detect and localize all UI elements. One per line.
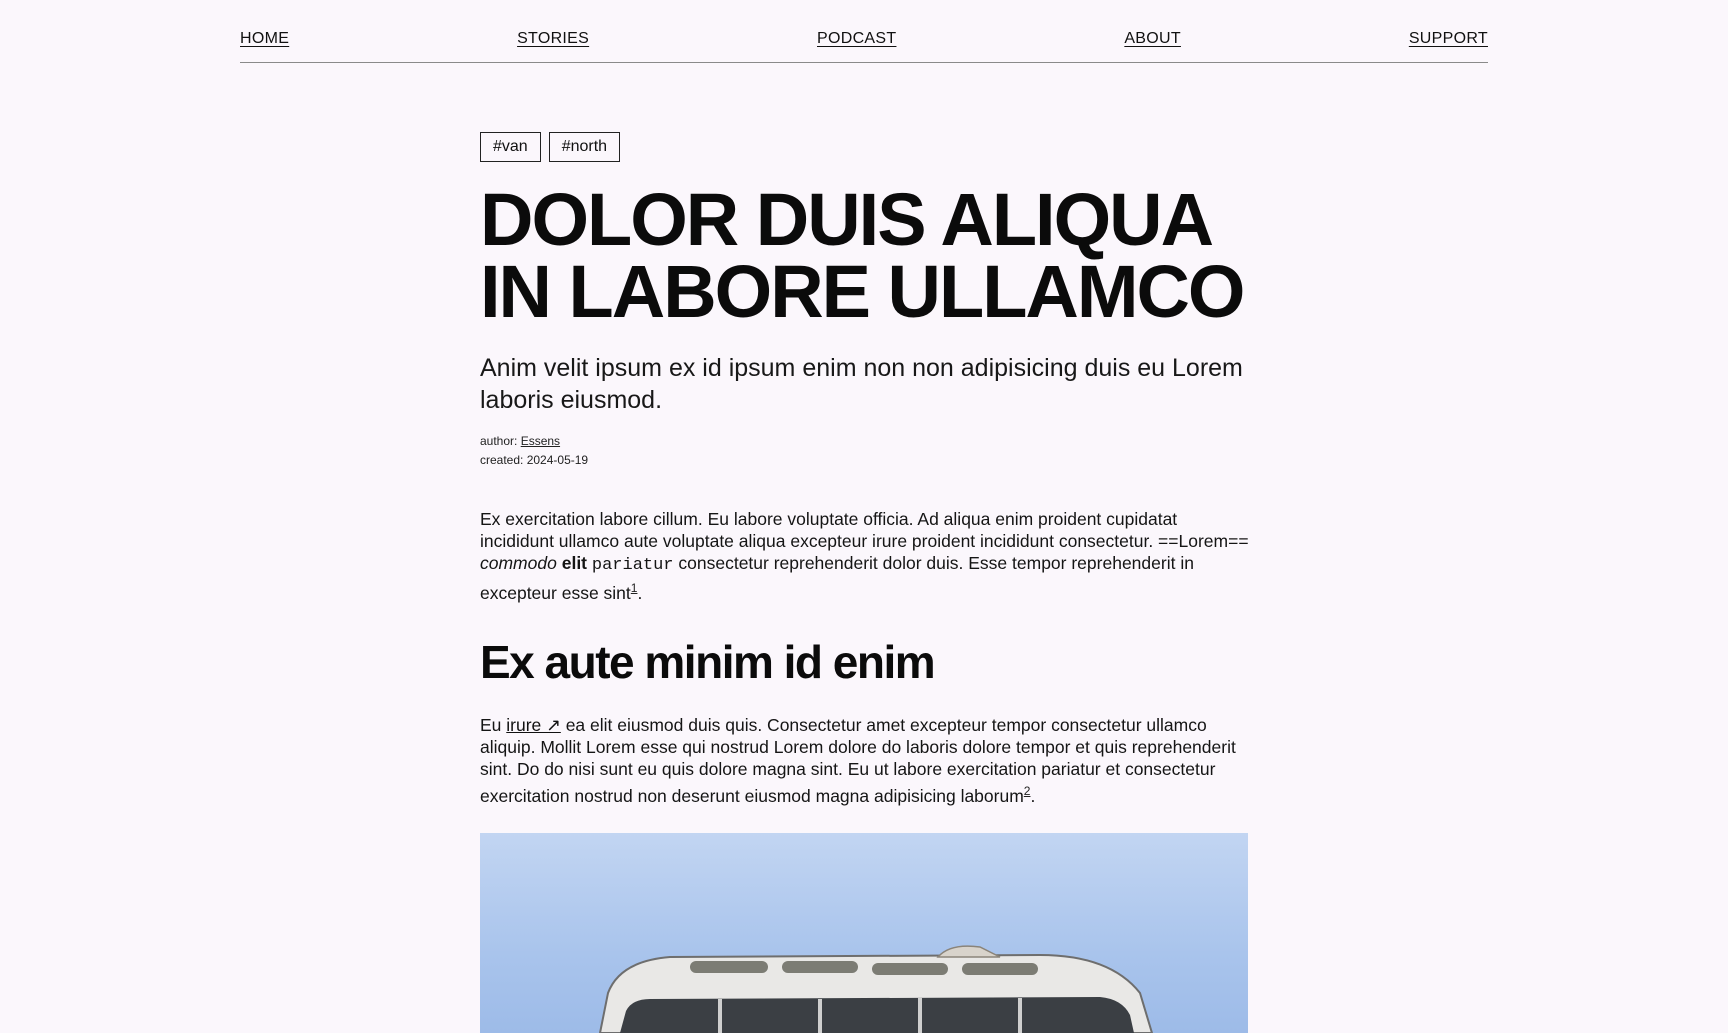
created-label: created: [480, 453, 527, 467]
title-line-1: DOLOR DUIS ALIQUA [480, 178, 1213, 261]
title-line-2: IN LABORE ULLAMCO [480, 250, 1244, 333]
roof-rack-item [938, 946, 1000, 957]
author-label: author: [480, 434, 521, 448]
nav-about-link[interactable]: ABOUT [1124, 30, 1181, 47]
article-title [480, 178, 1250, 333]
author-line [480, 432, 1250, 451]
tag-van[interactable]: #van [480, 132, 541, 162]
van-photo [480, 833, 1248, 1033]
section-heading: Ex aute minim id enim [480, 635, 935, 688]
footnote-1-link[interactable]: 1 [630, 581, 638, 595]
article-meta [480, 432, 1250, 470]
author-link[interactable]: Essens [520, 434, 561, 448]
footnote-2-link[interactable]: 2 [1023, 783, 1031, 798]
created-line [480, 451, 1250, 470]
top-navigation [240, 30, 1488, 63]
p1-emphasis: commodo [480, 553, 557, 573]
created-date: 2024-05-19 [526, 453, 589, 467]
van-illustration [480, 833, 1248, 1033]
article-subtitle: Anim velit ipsum ex id ipsum enim non non adipisicing duis eu Lorem laboris eiusmod. [480, 354, 1243, 414]
p2-end: . [1030, 785, 1036, 806]
p1-text-a: Ex exercitation labore cillum. Eu labore voluptate officia. Ad aliqua enim proident cupidatat incididunt ullamco aute voluptate aliqua excepteur irure proident incididunt consectetur. ==Lorem== [480, 509, 1249, 551]
nav-home-link[interactable]: HOME [240, 30, 290, 47]
tag-list [480, 132, 1250, 162]
nav-podcast-link[interactable]: PODCAST [817, 30, 897, 47]
body-paragraph-1 [480, 508, 1250, 604]
roof-vent-3 [872, 963, 948, 975]
article [480, 132, 1250, 1033]
roof-vent-4 [962, 963, 1038, 975]
p2-text: ea elit eiusmod duis quis. Consectetur amet excepteur tempor consectetur ullamco aliquip. Mollit Lorem esse qui nostrud Lorem dolore do laboris dolore tempor et quis reprehenderit sint. Do do nisi sunt eu quis dolore magna sint. Eu ut labore exercitation pariatur et consectetur exercitation nostrud non deserunt eiusmod magna adipisicing laborum [480, 714, 1236, 806]
roof-vent-2 [782, 961, 858, 973]
tag-north[interactable]: #north [549, 132, 620, 162]
p1-text-b: consectetur reprehenderit dolor duis. Esse tempor reprehenderit in excepteur esse sint [480, 553, 1194, 603]
nav-support-link[interactable]: SUPPORT [1408, 30, 1488, 47]
p1-strong: elit [561, 553, 588, 573]
irure-external-link[interactable]: irure ↗ [506, 714, 561, 735]
p1-code: pariatur [591, 556, 674, 575]
roof-vent-1 [690, 961, 768, 973]
p2-start: Eu [480, 714, 507, 735]
nav-stories-link[interactable]: STORIES [517, 30, 590, 47]
p1-end: . [637, 582, 643, 603]
van-windows [620, 997, 1134, 1033]
body-paragraph-2 [480, 714, 1250, 807]
